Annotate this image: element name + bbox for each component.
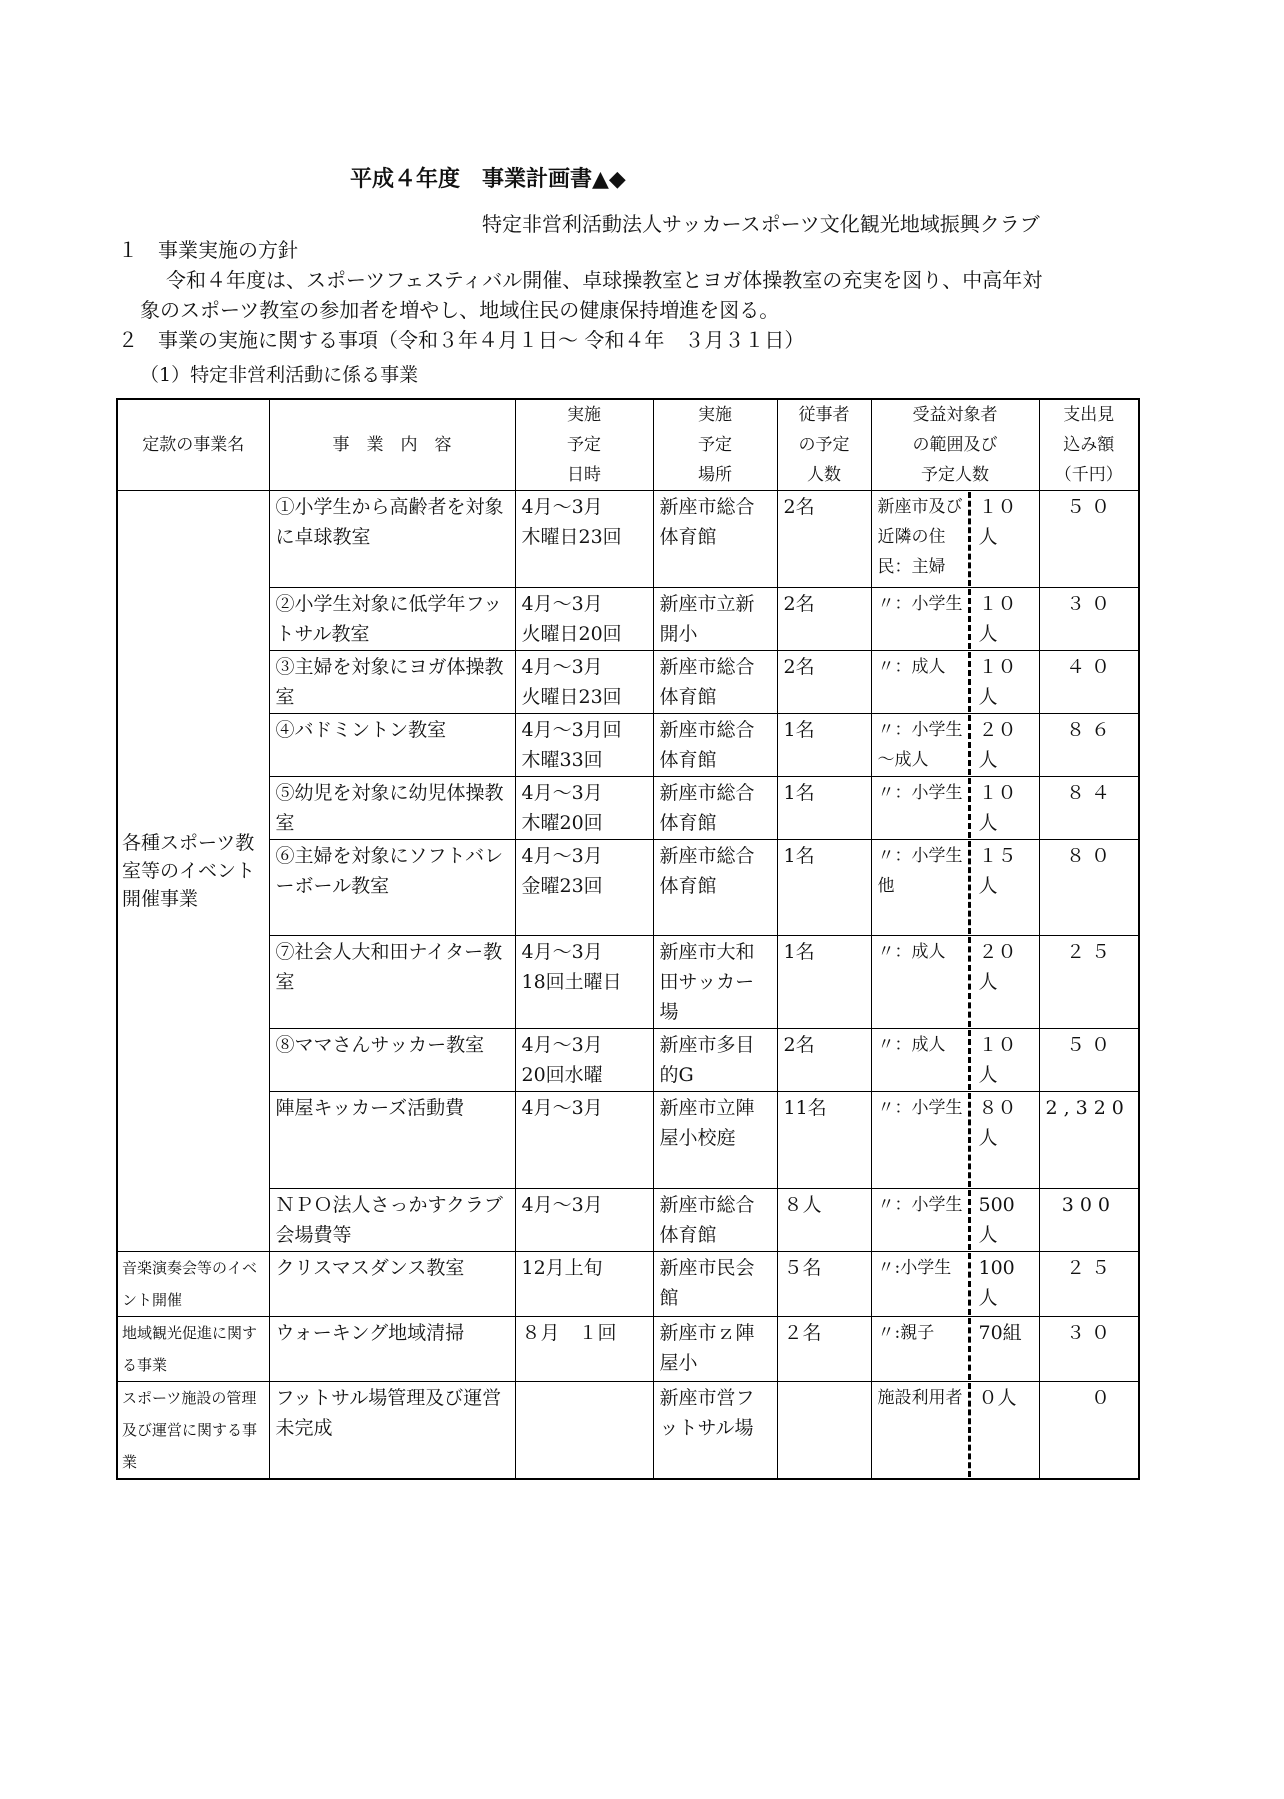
audience-range: 〃：成人 xyxy=(877,1035,946,1055)
audience-count: 70組 xyxy=(968,1318,1033,1380)
place-cell: 新座市大和田サッカー場 xyxy=(653,936,777,1029)
place-cell: 新座市営フットサル場 xyxy=(653,1382,777,1480)
table-row xyxy=(117,1382,1139,1480)
audience-count: １０人 xyxy=(968,652,1033,712)
audience-cell xyxy=(871,936,1039,1029)
content-cell: 陣屋キッカーズ活動費 xyxy=(269,1092,515,1189)
content-cell: ⑧ママさんサッカー教室 xyxy=(269,1029,515,1092)
content-cell: ⑥主婦を対象にソフトバレーボール教室 xyxy=(269,840,515,936)
date-cell: 4月～3月 18回土曜日 xyxy=(515,936,653,1029)
section2-subheading: （1）特定非営利活動に係る事業 xyxy=(140,364,419,386)
staff-cell: 2名 xyxy=(777,491,871,588)
budget-cell: ８０ xyxy=(1039,840,1139,936)
audience-count: ８０人 xyxy=(968,1093,1033,1187)
budget-cell: ５０ xyxy=(1039,1029,1139,1092)
table-row xyxy=(117,588,1139,651)
place-cell: 新座市総合体育館 xyxy=(653,840,777,936)
section1-body-line1: 令和４年度は、スポーツフェスティバル開催、卓球操教室とヨガ体操教室の充実を図り、中高年対 xyxy=(166,268,1043,292)
audience-count: １０人 xyxy=(968,778,1033,838)
audience-cell xyxy=(871,1092,1039,1189)
audience-cell xyxy=(871,1382,1039,1480)
budget-cell: ８４ xyxy=(1039,777,1139,840)
table-row xyxy=(117,1029,1139,1092)
staff-cell: 2名 xyxy=(777,588,871,651)
audience-count: ０人 xyxy=(968,1383,1033,1477)
table-header-row xyxy=(117,399,1139,491)
content-cell: ウォーキング地域清掃 xyxy=(269,1317,515,1382)
header-staff: 従事者 の予定 人数 xyxy=(777,399,871,491)
audience-range: 〃：成人 xyxy=(877,657,946,677)
staff-cell: 2名 xyxy=(777,651,871,714)
audience-count: ２０人 xyxy=(968,715,1033,775)
date-cell: 4月～3月 木曜日23回 xyxy=(515,491,653,588)
audience-count: 500人 xyxy=(968,1190,1033,1250)
audience-cell xyxy=(871,777,1039,840)
header-audience: 受益対象者 の範囲及び 予定人数 xyxy=(871,399,1039,491)
staff-cell: 1名 xyxy=(777,714,871,777)
table-row xyxy=(117,491,1139,588)
audience-range: 〃：小学生 xyxy=(877,1195,963,1215)
content-cell: ①小学生から高齢者を対象に卓球教室 xyxy=(269,491,515,588)
budget-cell: ０ xyxy=(1039,1382,1139,1480)
content-cell: ③主婦を対象にヨガ体操教室 xyxy=(269,651,515,714)
audience-count: １０人 xyxy=(968,589,1033,649)
staff-cell: 1名 xyxy=(777,840,871,936)
audience-range: 〃：成人 xyxy=(877,942,946,962)
table-row xyxy=(117,1189,1139,1252)
date-cell: 4月～3月 金曜23回 xyxy=(515,840,653,936)
header-budget: 支出見 込み額 （千円） xyxy=(1039,399,1139,491)
audience-range: 〃：小学生～成人 xyxy=(877,720,963,770)
audience-range: 〃：小学生他 xyxy=(877,846,963,896)
content-cell: フットサル場管理及び運営 未完成 xyxy=(269,1382,515,1480)
table-row xyxy=(117,840,1139,936)
date-cell: 4月～3月 xyxy=(515,1092,653,1189)
staff-cell xyxy=(777,1382,871,1480)
audience-count: ２０人 xyxy=(968,937,1033,1027)
date-cell: 4月～3月回 木曜33回 xyxy=(515,714,653,777)
table-row xyxy=(117,651,1139,714)
content-cell: ②小学生対象に低学年フットサル教室 xyxy=(269,588,515,651)
place-cell: 新座市ｚ陣屋小 xyxy=(653,1317,777,1382)
place-cell: 新座市民会館 xyxy=(653,1252,777,1317)
table-row xyxy=(117,777,1139,840)
audience-cell xyxy=(871,651,1039,714)
staff-cell: ８人 xyxy=(777,1189,871,1252)
place-cell: 新座市立新開小 xyxy=(653,588,777,651)
budget-cell: ５０ xyxy=(1039,491,1139,588)
audience-range: 新座市及び近隣の住民：主婦 xyxy=(877,497,963,577)
audience-cell xyxy=(871,714,1039,777)
place-cell: 新座市多目的G xyxy=(653,1029,777,1092)
staff-cell: 1名 xyxy=(777,777,871,840)
table-row xyxy=(117,936,1139,1029)
content-cell: ⑤幼児を対象に幼児体操教室 xyxy=(269,777,515,840)
staff-cell: 1名 xyxy=(777,936,871,1029)
content-cell: ＮＰＯ法人さっかすクラブ会場費等 xyxy=(269,1189,515,1252)
date-cell: 4月～3月 火曜日20回 xyxy=(515,588,653,651)
audience-range: 〃：小学生 xyxy=(877,1098,963,1118)
audience-cell xyxy=(871,1252,1039,1317)
audience-range: 〃：小学生 xyxy=(877,594,963,614)
budget-cell: ３０ xyxy=(1039,1317,1139,1382)
audience-count: １０人 xyxy=(968,492,1033,586)
category-cell: 地域観光促進に関する事業 xyxy=(117,1317,269,1382)
audience-cell xyxy=(871,491,1039,588)
content-cell: ④バドミントン教室 xyxy=(269,714,515,777)
table-row xyxy=(117,1252,1139,1317)
audience-range: 施設利用者 xyxy=(877,1388,963,1408)
content-cell: クリスマスダンス教室 xyxy=(269,1252,515,1317)
budget-cell: ４０ xyxy=(1039,651,1139,714)
audience-count: １０人 xyxy=(968,1030,1033,1090)
place-cell: 新座市総合体育館 xyxy=(653,651,777,714)
audience-count: 100人 xyxy=(968,1253,1033,1315)
date-cell: ８月 １回 xyxy=(515,1317,653,1382)
staff-cell: ５名 xyxy=(777,1252,871,1317)
table-row xyxy=(117,714,1139,777)
audience-cell xyxy=(871,840,1039,936)
header-date: 実施 予定 日時 xyxy=(515,399,653,491)
audience-cell xyxy=(871,1189,1039,1252)
category-cell: 音楽演奏会等のイベント開催 xyxy=(117,1252,269,1317)
header-content: 事 業 内 容 xyxy=(269,399,515,491)
plan-table xyxy=(116,398,1140,1480)
content-cell: ⑦社会人大和田ナイター教室 xyxy=(269,936,515,1029)
page-title: 平成４年度 事業計画書▲◆ xyxy=(350,167,626,192)
date-cell: 4月～3月 火曜日23回 xyxy=(515,651,653,714)
organization-name: 特定非営利活動法人サッカースポーツ文化観光地域振興クラブ xyxy=(482,212,1040,236)
budget-cell: 2,320 xyxy=(1039,1092,1139,1189)
staff-cell: 11名 xyxy=(777,1092,871,1189)
date-cell: 4月～3月 木曜20回 xyxy=(515,777,653,840)
audience-range: 〃：小学生 xyxy=(877,783,963,803)
date-cell: 4月～3月 20回水曜 xyxy=(515,1029,653,1092)
category-cell: 各種スポーツ教室等のイベント開催事業 xyxy=(117,491,269,1252)
date-cell: 4月～3月 xyxy=(515,1189,653,1252)
audience-cell xyxy=(871,588,1039,651)
place-cell: 新座市総合体育館 xyxy=(653,777,777,840)
table-row xyxy=(117,1317,1139,1382)
audience-range: 〃:親子 xyxy=(877,1323,935,1343)
category-cell: スポーツ施設の管理及び運営に関する事業 xyxy=(117,1382,269,1480)
header-category: 定款の事業名 xyxy=(117,399,269,491)
staff-cell: ２名 xyxy=(777,1317,871,1382)
header-place: 実施 予定 場所 xyxy=(653,399,777,491)
place-cell: 新座市立陣屋小校庭 xyxy=(653,1092,777,1189)
date-cell xyxy=(515,1382,653,1480)
date-cell: 12月上旬 xyxy=(515,1252,653,1317)
budget-cell: ２５ xyxy=(1039,1252,1139,1317)
section1-body-line2: 象のスポーツ教室の参加者を増やし、地域住民の健康保持増進を図る。 xyxy=(140,298,780,322)
budget-cell: 300 xyxy=(1039,1189,1139,1252)
audience-count: １５人 xyxy=(968,841,1033,934)
staff-cell: 2名 xyxy=(777,1029,871,1092)
section1-heading: １ 事業実施の方針 xyxy=(118,238,298,262)
audience-cell xyxy=(871,1029,1039,1092)
place-cell: 新座市総合体育館 xyxy=(653,714,777,777)
place-cell: 新座市総合体育館 xyxy=(653,1189,777,1252)
audience-range: 〃:小学生 xyxy=(877,1258,952,1278)
budget-cell: ２５ xyxy=(1039,936,1139,1029)
section2-heading: ２ 事業の実施に関する事項（令和３年４月１日～ 令和４年 ３月３１日） xyxy=(118,328,805,352)
audience-cell xyxy=(871,1317,1039,1382)
place-cell: 新座市総合体育館 xyxy=(653,491,777,588)
table-row xyxy=(117,1092,1139,1189)
budget-cell: ８６ xyxy=(1039,714,1139,777)
budget-cell: ３０ xyxy=(1039,588,1139,651)
